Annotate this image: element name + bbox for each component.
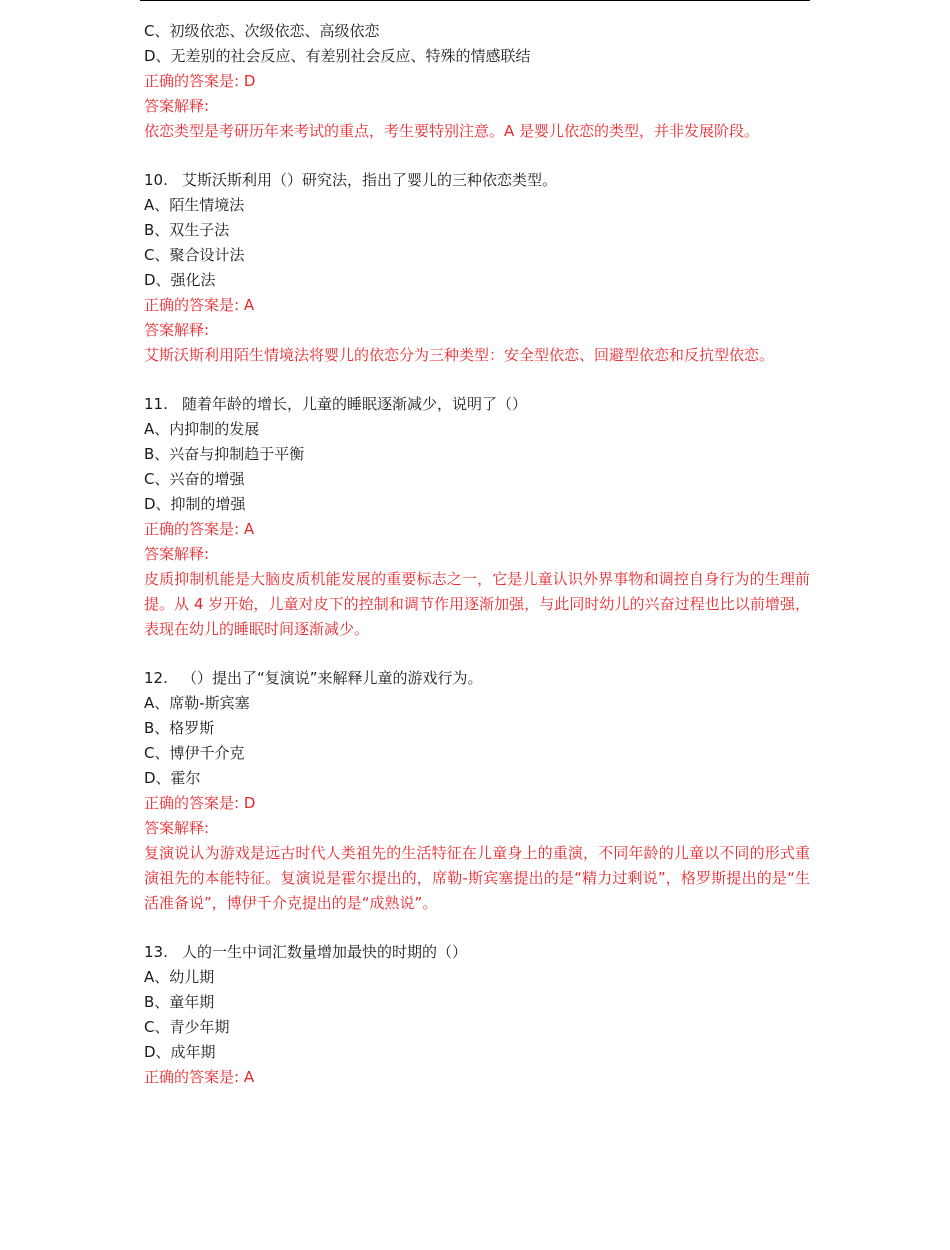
q11-number: 11. [144, 395, 168, 413]
q9-explain-label: 答案解释: [144, 97, 210, 115]
q11-stem-text: 随着年龄的增长，儿童的睡眠逐渐减少，说明了（） [182, 395, 528, 413]
q12-stem [144, 666, 810, 691]
q11-stem [144, 392, 810, 417]
q11-option-a: A、内抑制的发展 [144, 420, 260, 438]
q12-option-d: D、霍尔 [144, 769, 201, 787]
q12-explain: 复演说认为游戏是远古时代人类祖先的生活特征在儿童身上的重演，不同年龄的儿童以不同的形式重演祖先的本能特征。复演说是霍尔提出的，席勒-斯宾塞提出的是“精力过剩说”，格罗斯提出的是“生活准备说”，博伊千介克提出的是“成熟说”。 [144, 844, 810, 912]
q12-answer: 正确的答案是: D [144, 794, 256, 812]
q13-option-d: D、成年期 [144, 1043, 216, 1061]
q13-option-a: A、幼儿期 [144, 968, 215, 986]
q10-option-d: D、强化法 [144, 271, 216, 289]
q12-number: 12. [144, 669, 168, 687]
q10-answer: 正确的答案是: A [144, 296, 255, 314]
q12-option-a: A、席勒-斯宾塞 [144, 694, 250, 712]
document-page [144, 19, 810, 1090]
q9-option-c: C、初级依恋、次级依恋、高级依恋 [144, 22, 380, 40]
q12-option-b: B、格罗斯 [144, 719, 215, 737]
q11-explain-label: 答案解释: [144, 545, 210, 563]
q11-option-d: D、抑制的增强 [144, 495, 246, 513]
q10-number: 10. [144, 171, 168, 189]
q13-stem-text: 人的一生中词汇数量增加最快的时期的（） [182, 943, 468, 961]
q11-option-b: B、兴奋与抑制趋于平衡 [144, 445, 305, 463]
q10-option-a: A、陌生情境法 [144, 196, 245, 214]
q10-explain-label: 答案解释: [144, 321, 210, 339]
q12-option-c: C、博伊千介克 [144, 744, 245, 762]
q11-option-c: C、兴奋的增强 [144, 470, 245, 488]
q12-explain-label: 答案解释: [144, 819, 210, 837]
q9-explain: 依恋类型是考研历年来考试的重点，考生要特别注意。A 是婴儿依恋的类型，并非发展阶段。 [144, 122, 760, 140]
q13-number: 13. [144, 943, 168, 961]
q10-option-b: B、双生子法 [144, 221, 230, 239]
q10-stem [144, 168, 810, 193]
q9-answer: 正确的答案是: D [144, 72, 256, 90]
q9-option-d: D、无差别的社会反应、有差别社会反应、特殊的情感联结 [144, 47, 531, 65]
q13-option-c: C、青少年期 [144, 1018, 230, 1036]
q10-stem-text: 艾斯沃斯利用（）研究法，指出了婴儿的三种依恋类型。 [182, 171, 558, 189]
q13-stem [144, 940, 810, 965]
q12-stem-text: （）提出了“复演说”来解释儿童的游戏行为。 [182, 669, 483, 687]
q13-option-b: B、童年期 [144, 993, 215, 1011]
header-rule [140, 0, 810, 1]
q10-option-c: C、聚合设计法 [144, 246, 245, 264]
q11-answer: 正确的答案是: A [144, 520, 255, 538]
q13-answer: 正确的答案是: A [144, 1068, 255, 1086]
q10-explain: 艾斯沃斯利用陌生情境法将婴儿的依恋分为三种类型：安全型依恋、回避型依恋和反抗型依恋。 [144, 346, 775, 364]
q11-explain: 皮质抑制机能是大脑皮质机能发展的重要标志之一，它是儿童认识外界事物和调控自身行为的生理前提。从 4 岁开始，儿童对皮下的控制和调节作用逐渐加强，与此同时幼儿的兴奋过程也比以前增强，表现在幼儿的睡眠时间逐渐减少。 [144, 570, 810, 638]
